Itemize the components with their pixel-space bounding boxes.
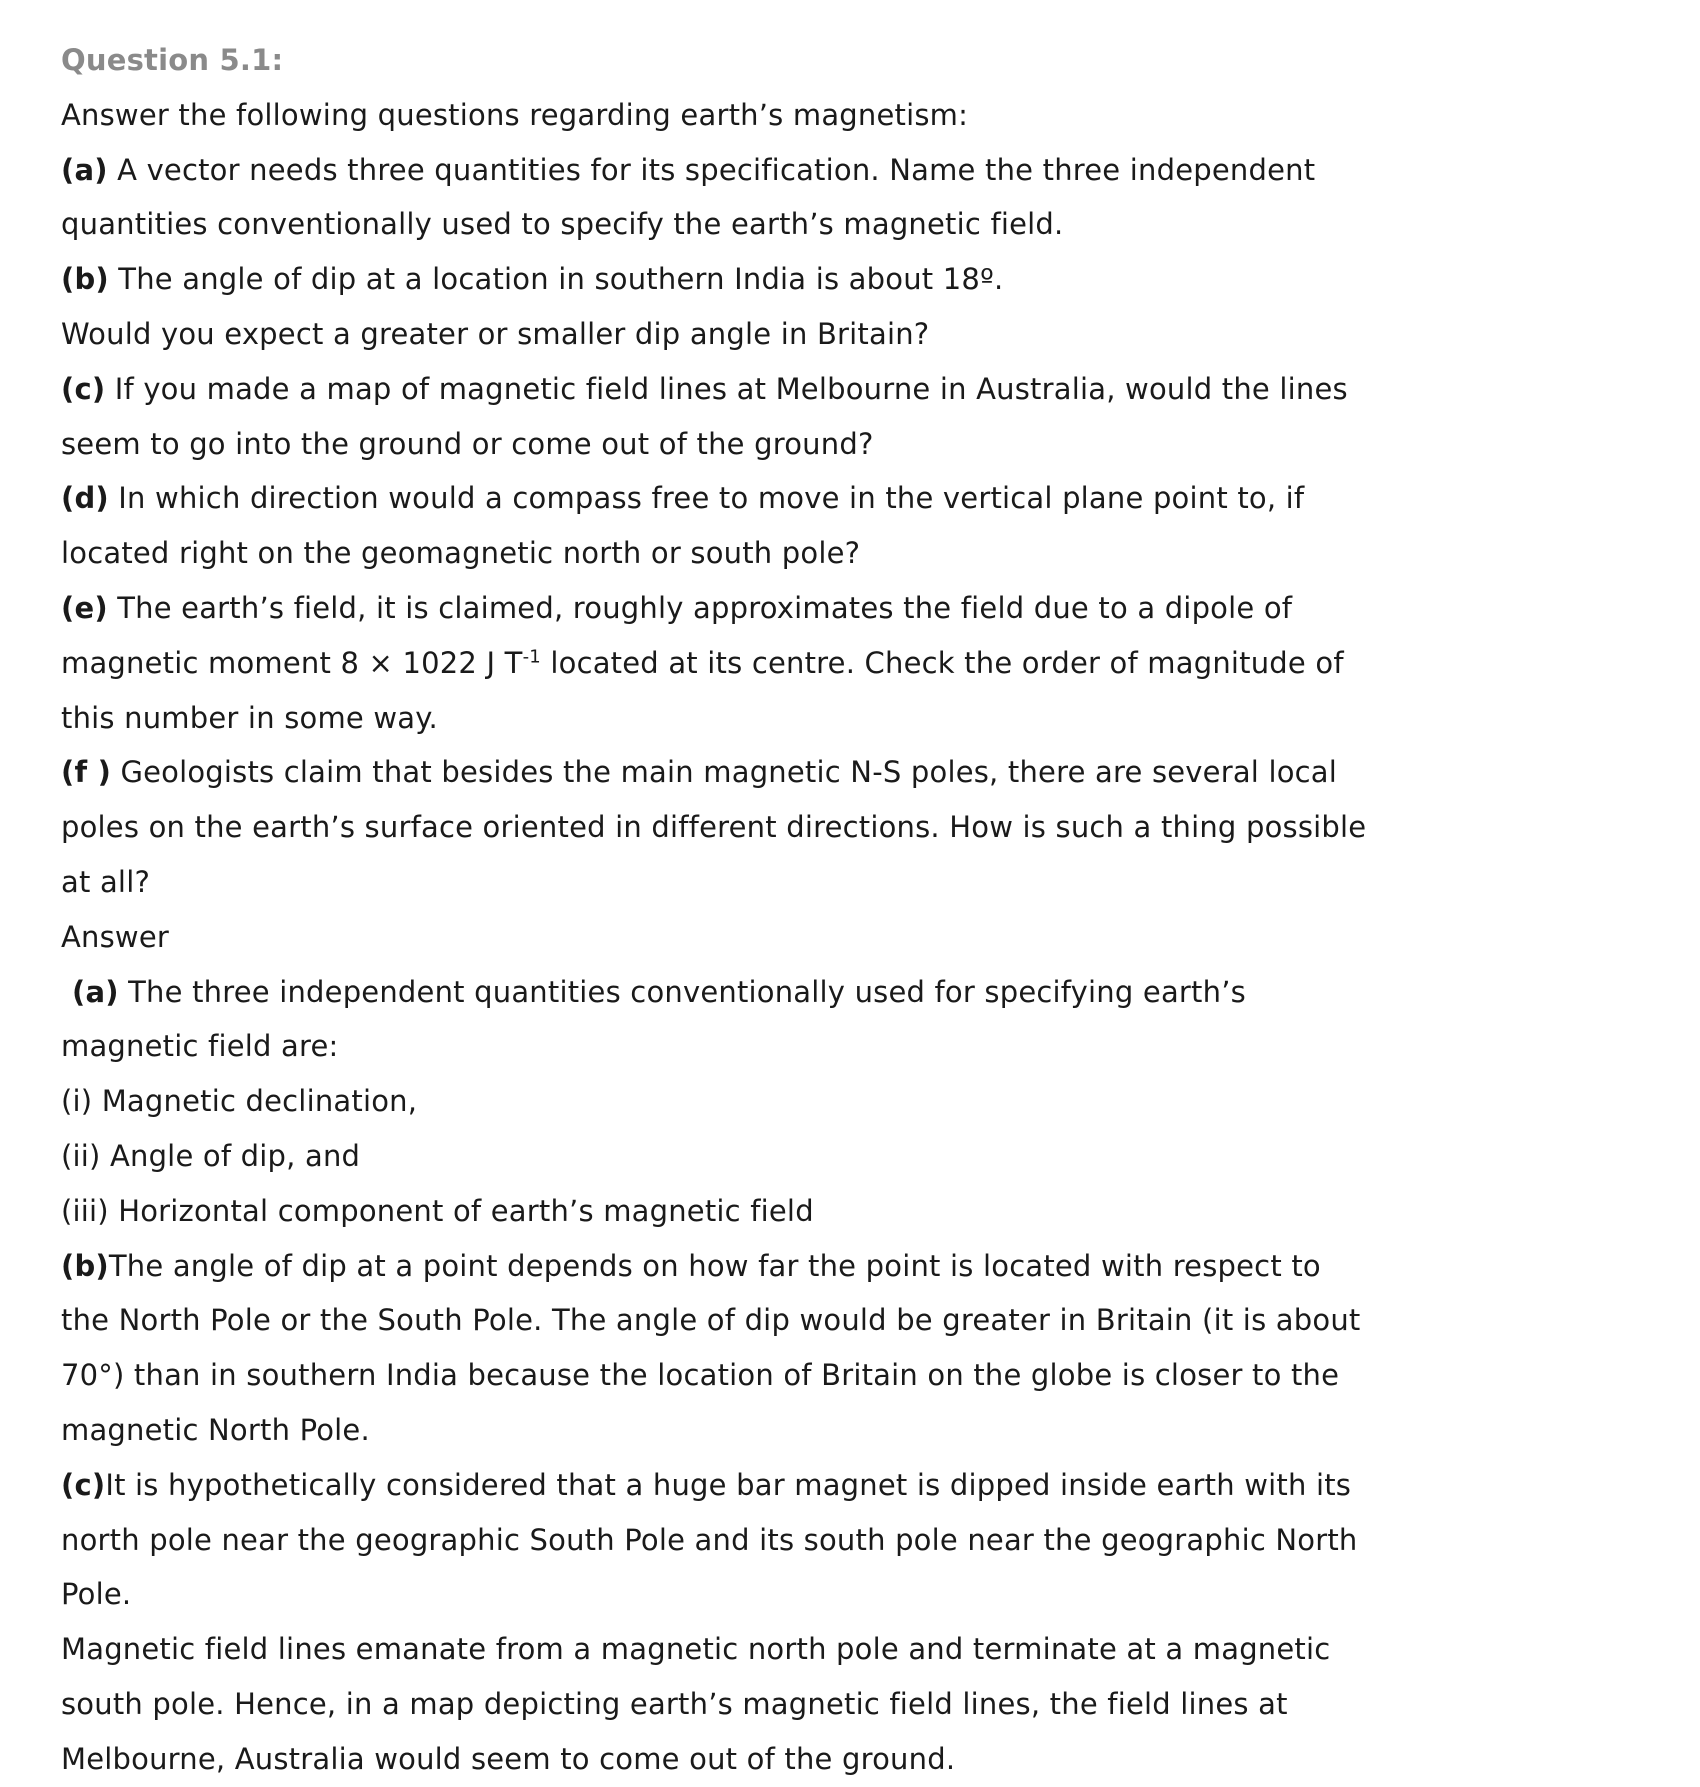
answer-list-item: (i) Magnetic declination, bbox=[61, 1084, 418, 1119]
answer-heading: Answer bbox=[61, 919, 170, 954]
part-label: (b) bbox=[61, 1248, 109, 1283]
question-part-e-cont bbox=[61, 636, 1481, 691]
part-text: magnetic moment 8 × 1022 J T bbox=[61, 645, 523, 680]
part-label: (a) bbox=[61, 152, 108, 187]
part-label: (d) bbox=[61, 481, 109, 516]
part-label: (c) bbox=[61, 1467, 106, 1502]
part-text: If you made a map of magnetic field lines at Melbourne in Australia, would the lines bbox=[114, 371, 1348, 406]
superscript: -1 bbox=[522, 646, 541, 668]
answer-part-c-cont: north pole near the geographic South Pole and its south pole near the geographic North bbox=[61, 1522, 1358, 1557]
question-part-f-cont2: at all? bbox=[61, 864, 151, 899]
part-text: A vector needs three quantities for its specification. Name the three independent bbox=[117, 152, 1316, 187]
answer-part-c-cont2: Pole. bbox=[61, 1577, 132, 1612]
question-part-e-cont2: this number in some way. bbox=[61, 700, 438, 735]
question-part-a bbox=[61, 143, 1481, 198]
part-text: In which direction would a compass free to move in the vertical plane point to, if bbox=[118, 481, 1305, 516]
question-part-e bbox=[61, 581, 1481, 636]
answer-part-b bbox=[61, 1239, 1481, 1294]
part-label: (a) bbox=[72, 974, 119, 1009]
question-part-f bbox=[61, 745, 1481, 800]
part-text: The earth’s field, it is claimed, roughly approximates the field due to a dipole of bbox=[117, 590, 1293, 625]
question-part-b bbox=[61, 252, 1481, 307]
question-intro: Answer the following questions regarding earth’s magnetism: bbox=[61, 97, 969, 132]
question-part-f-cont: poles on the earth’s surface oriented in different directions. How is such a thing possible bbox=[61, 810, 1367, 845]
part-text: Geologists claim that besides the main magnetic N-S poles, there are several local bbox=[120, 755, 1338, 790]
answer-part-b-cont: the North Pole or the South Pole. The angle of dip would be greater in Britain (it is about bbox=[61, 1303, 1361, 1338]
question-part-a-cont: quantities conventionally used to specify the earth’s magnetic field. bbox=[61, 207, 1064, 242]
answer-part-c-para2: Magnetic field lines emanate from a magnetic north pole and terminate at a magnetic bbox=[61, 1632, 1331, 1667]
part-label: (f ) bbox=[61, 755, 112, 790]
question-part-c-cont: seem to go into the ground or come out of the ground? bbox=[61, 426, 874, 461]
answer-part-a bbox=[61, 965, 1481, 1020]
question-part-c bbox=[61, 362, 1481, 417]
part-label: (c) bbox=[61, 371, 106, 406]
part-text: located at its centre. Check the order of magnitude of bbox=[540, 645, 1344, 680]
question-part-b-cont: Would you expect a greater or smaller dip angle in Britain? bbox=[61, 316, 930, 351]
part-text: The three independent quantities conventionally used for specifying earth’s bbox=[128, 974, 1246, 1009]
answer-part-a-cont: magnetic field are: bbox=[61, 1029, 339, 1064]
question-part-d bbox=[61, 471, 1481, 526]
part-text: It is hypothetically considered that a huge bar magnet is dipped inside earth with its bbox=[105, 1467, 1352, 1502]
answer-list-item: (ii) Angle of dip, and bbox=[61, 1138, 361, 1173]
answer-list-item: (iii) Horizontal component of earth’s magnetic field bbox=[61, 1193, 814, 1228]
part-label: (e) bbox=[61, 590, 108, 625]
answer-part-b-cont3: magnetic North Pole. bbox=[61, 1412, 370, 1447]
question-heading: Question 5.1: bbox=[61, 43, 284, 77]
question-part-d-cont: located right on the geomagnetic north or south pole? bbox=[61, 536, 861, 571]
answer-part-c-para2-cont2: Melbourne, Australia would seem to come out of the ground. bbox=[61, 1741, 956, 1776]
answer-part-c bbox=[61, 1458, 1481, 1513]
part-text: The angle of dip at a location in southern India is about 18º. bbox=[118, 262, 1004, 297]
answer-part-c-para2-cont: south pole. Hence, in a map depicting earth’s magnetic field lines, the field lines at bbox=[61, 1686, 1288, 1721]
document-content bbox=[61, 33, 1481, 1787]
part-label: (b) bbox=[61, 262, 109, 297]
answer-part-b-cont2: 70°) than in southern India because the location of Britain on the globe is closer to the bbox=[61, 1358, 1340, 1393]
part-text: The angle of dip at a point depends on how far the point is located with respect to bbox=[108, 1248, 1321, 1283]
